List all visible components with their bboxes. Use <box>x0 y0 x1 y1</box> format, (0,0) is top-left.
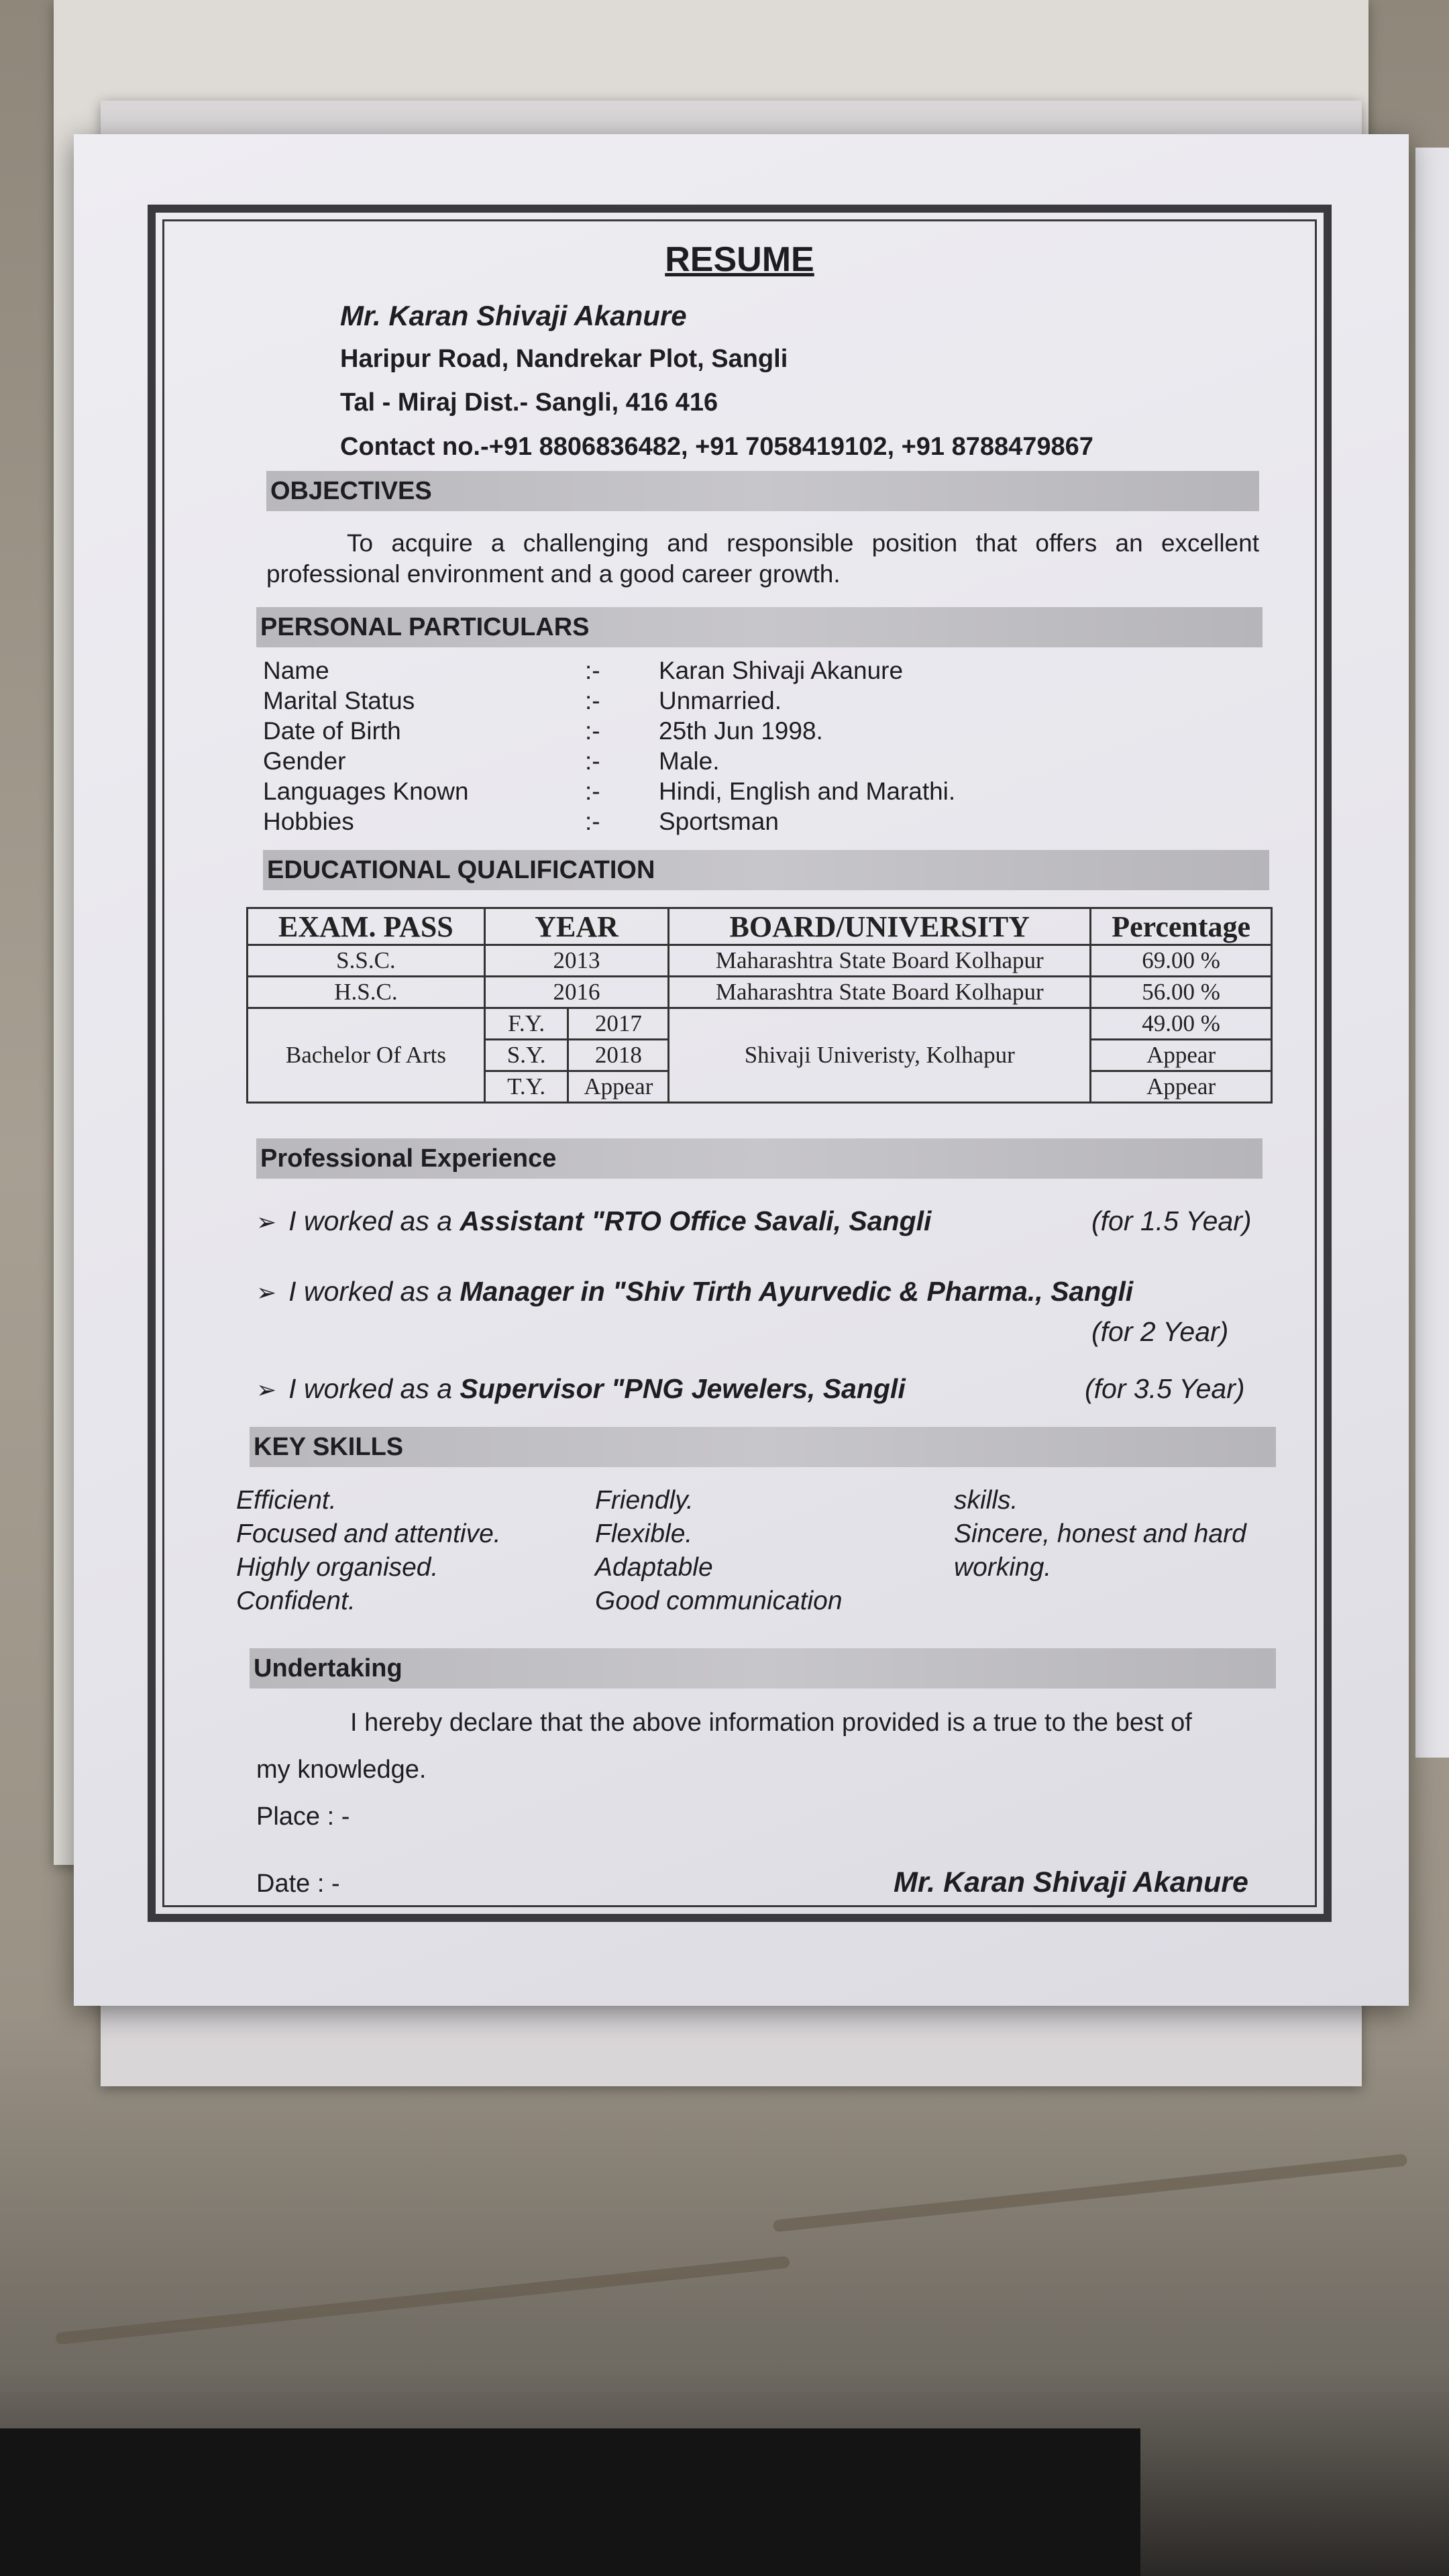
resume-content <box>156 213 1324 1914</box>
experience-role: Manager in "Shiv Tirth Ayurvedic & Pharma., Sangli <box>460 1276 1134 1307</box>
objectives-text-content: To acquire a challenging and responsible position that offers an excellent professional environment and a good career growth. <box>266 529 1259 588</box>
experience-duration-2: (for 2 Year) <box>1091 1316 1229 1347</box>
experience-prefix: I worked as a <box>288 1276 460 1307</box>
address-line-2: Tal - Miraj Dist.- Sangli, 416 416 <box>340 388 718 417</box>
personal-label-name: Name <box>263 657 329 684</box>
contact-numbers: Contact no.-+91 8806836482, +91 7058419102, +91 8788479867 <box>340 433 1093 461</box>
ba-ty-percentage: Appear <box>1091 1071 1272 1103</box>
experience-duration-3: (for 3.5 Year) <box>1085 1373 1245 1404</box>
resume-paper <box>74 134 1409 2006</box>
personal-value-hobbies: Sportsman <box>659 808 779 835</box>
skill-item: Highly organised. <box>236 1553 439 1582</box>
objectives-text <box>266 528 1259 590</box>
personal-value-name: Karan Shivaji Akanure <box>659 657 904 684</box>
skill-item: working. <box>954 1553 1052 1582</box>
skill-item: Friendly. <box>595 1486 694 1515</box>
ba-sy-percentage: Appear <box>1091 1040 1272 1071</box>
personal-value-gender: Male. <box>659 747 720 775</box>
ssc-exam: S.S.C. <box>248 945 485 977</box>
floor-stain <box>55 2256 790 2345</box>
skill-item: Good communication <box>595 1587 843 1615</box>
col-board-header: BOARD/UNIVERSITY <box>669 908 1091 945</box>
skill-item: Confident. <box>236 1587 356 1615</box>
arrow-bullet-icon: ➢ <box>256 1279 277 1306</box>
ssc-year: 2013 <box>484 945 668 977</box>
skill-item: Flexible. <box>595 1519 693 1548</box>
undertaking-text-cont: my knowledge. <box>256 1756 427 1784</box>
hsc-percentage: 56.00 % <box>1091 977 1272 1008</box>
ba-ty-part: T.Y. <box>484 1071 568 1103</box>
skills-heading: KEY SKILLS <box>250 1427 1276 1467</box>
ssc-board: Maharashtra State Board Kolhapur <box>669 945 1091 977</box>
ba-sy-part: S.Y. <box>484 1040 568 1071</box>
floor-seam <box>0 2388 1449 2392</box>
experience-heading: Professional Experience <box>256 1138 1263 1179</box>
skill-item: Efficient. <box>236 1486 337 1515</box>
experience-role: Supervisor "PNG Jewelers, Sangli <box>460 1373 906 1404</box>
personal-sep: :- <box>585 777 600 805</box>
experience-item-3 <box>256 1373 906 1405</box>
education-table <box>246 907 1273 1104</box>
resume-title: RESUME <box>665 240 814 279</box>
ba-exam: Bachelor Of Arts <box>248 1008 485 1103</box>
experience-item-2 <box>256 1276 1133 1307</box>
page-border <box>148 205 1332 1922</box>
personal-value-marital: Unmarried. <box>659 687 782 714</box>
experience-prefix: I worked as a <box>288 1205 460 1236</box>
skills-column-1 <box>236 1484 585 1618</box>
right-edge-sheet <box>1415 148 1449 1758</box>
place-label: Place : - <box>256 1803 350 1831</box>
personal-sep: :- <box>585 808 600 835</box>
hsc-board: Maharashtra State Board Kolhapur <box>669 977 1091 1008</box>
personal-label-languages: Languages Known <box>263 777 469 805</box>
ba-fy-part: F.Y. <box>484 1008 568 1040</box>
personal-label-dob: Date of Birth <box>263 717 401 745</box>
personal-label-marital: Marital Status <box>263 687 415 714</box>
date-label: Date : - <box>256 1870 340 1898</box>
experience-item-1 <box>256 1205 931 1237</box>
arrow-bullet-icon: ➢ <box>256 1376 277 1403</box>
skills-column-2 <box>595 1484 944 1618</box>
personal-heading: PERSONAL PARTICULARS <box>256 607 1263 647</box>
personal-value-dob: 25th Jun 1998. <box>659 717 823 745</box>
col-exam-header: EXAM. PASS <box>248 908 485 945</box>
address-line-1: Haripur Road, Nandrekar Plot, Sangli <box>340 345 788 373</box>
skill-item: Adaptable <box>595 1553 713 1582</box>
hsc-exam: H.S.C. <box>248 977 485 1008</box>
dark-shadow-area <box>0 2428 1140 2576</box>
skill-item: Focused and attentive. <box>236 1519 501 1548</box>
table-row <box>248 945 1272 977</box>
arrow-bullet-icon: ➢ <box>256 1208 277 1236</box>
ba-fy-year: 2017 <box>568 1008 669 1040</box>
experience-prefix: I worked as a <box>288 1373 460 1404</box>
skills-column-3 <box>954 1484 1303 1585</box>
undertaking-heading: Undertaking <box>250 1648 1276 1688</box>
hsc-year: 2016 <box>484 977 668 1008</box>
personal-label-gender: Gender <box>263 747 346 775</box>
ba-board: Shivaji Univeristy, Kolhapur <box>669 1008 1091 1103</box>
ba-ty-year: Appear <box>568 1071 669 1103</box>
table-row <box>248 1008 1272 1040</box>
col-percentage-header: Percentage <box>1091 908 1272 945</box>
skill-item: Sincere, honest and hard <box>954 1519 1246 1548</box>
ba-sy-year: 2018 <box>568 1040 669 1071</box>
objectives-heading: OBJECTIVES <box>266 471 1259 511</box>
education-header-row <box>248 908 1272 945</box>
skill-item: skills. <box>954 1486 1018 1515</box>
col-year-header: YEAR <box>484 908 668 945</box>
experience-duration-1: (for 1.5 Year) <box>1091 1205 1252 1236</box>
education-heading: EDUCATIONAL QUALIFICATION <box>263 850 1269 890</box>
candidate-name: Mr. Karan Shivaji Akanure <box>340 300 687 331</box>
personal-sep: :- <box>585 687 600 714</box>
personal-label-hobbies: Hobbies <box>263 808 354 835</box>
experience-role: Assistant "RTO Office Savali, Sangli <box>460 1205 932 1236</box>
floor-stain <box>773 2153 1408 2232</box>
ssc-percentage: 69.00 % <box>1091 945 1272 977</box>
table-row <box>248 977 1272 1008</box>
personal-sep: :- <box>585 747 600 775</box>
undertaking-text: I hereby declare that the above information provided is a true to the best of <box>350 1709 1192 1737</box>
ba-fy-percentage: 49.00 % <box>1091 1008 1272 1040</box>
personal-sep: :- <box>585 717 600 745</box>
personal-sep: :- <box>585 657 600 684</box>
personal-value-languages: Hindi, English and Marathi. <box>659 777 956 805</box>
signature-name: Mr. Karan Shivaji Akanure <box>894 1866 1248 1898</box>
